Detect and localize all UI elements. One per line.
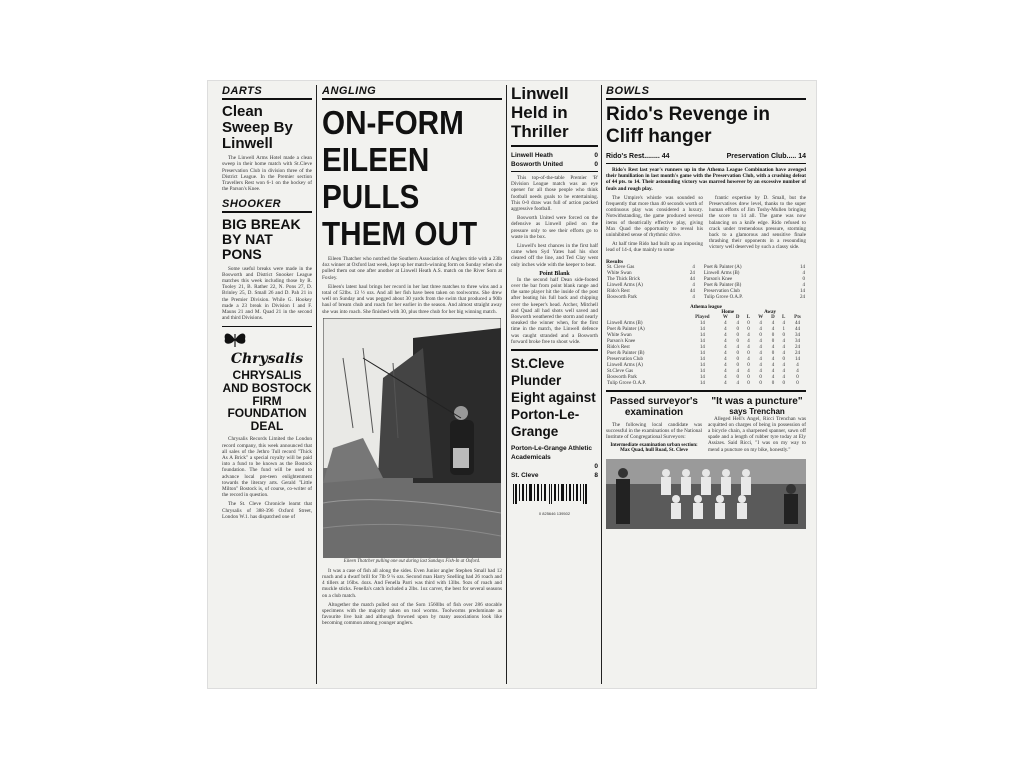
- league-cell: 0: [771, 332, 775, 338]
- score-line: St. Cleve 8: [511, 472, 598, 480]
- bowls-lead: Rido's Rest last year's runners up in the Athema League Combination have avenged their humiliation in last month's game with the Preservation Club, with a crushing defeat of 44 pts. to 14. Their astounding victory was marred however by an excessive number of fouls and rough play.: [606, 167, 806, 192]
- league-header-cell: Played: [695, 314, 710, 320]
- divider: [606, 163, 806, 164]
- league-cell: 4: [724, 362, 727, 368]
- results-row: [606, 295, 806, 301]
- league-cell: 0: [736, 332, 739, 338]
- score-line: Bosworth United 0: [511, 161, 598, 168]
- league-header-cell: D: [735, 314, 740, 320]
- football-subhead: Point Blank: [539, 270, 570, 277]
- angling-headline: ON-FORM EILEEN PULLS THEM OUT: [322, 104, 478, 252]
- score-line: 0: [594, 463, 598, 471]
- league-cell: 0: [747, 362, 750, 368]
- results-cell: 14: [800, 288, 805, 294]
- league-cell: 0: [782, 356, 785, 362]
- section-rule: [511, 145, 598, 147]
- bottom-stories: [606, 396, 806, 456]
- league-table: [606, 315, 806, 387]
- league-header-cell: W: [722, 314, 728, 320]
- puncture-subhead: says Trenchan: [729, 406, 785, 416]
- section-rule: [606, 98, 806, 100]
- results-cell: The Thick Brick: [607, 276, 640, 282]
- league-cell: 0: [747, 320, 750, 326]
- results-cell: 0: [802, 276, 805, 282]
- league-cell: 0: [771, 338, 775, 344]
- league-cell: 4: [736, 380, 739, 386]
- section-rule: [222, 98, 312, 100]
- column-divider: [601, 85, 602, 684]
- chrysalis-ad: [222, 330, 312, 350]
- league-cell: 14: [699, 320, 705, 326]
- league-cell: 4: [736, 320, 739, 326]
- league-cell: 4: [736, 368, 739, 374]
- photo-caption: Eileen Thatcher pulling one out during last Sundays Fish-In at Oxford.: [343, 558, 481, 564]
- league-cell: Linwell Arms (B): [607, 320, 643, 326]
- section-rule: [606, 390, 806, 392]
- league-cell: 0: [747, 380, 750, 386]
- column-divider: [506, 85, 507, 684]
- angling-photo: [322, 318, 502, 566]
- league-cell: 0: [747, 326, 750, 332]
- butterfly-icon: [222, 330, 248, 350]
- column-football: [511, 81, 598, 688]
- league-cell: 4: [771, 356, 775, 362]
- barcode: [511, 484, 598, 516]
- league-cell: 4: [747, 338, 750, 344]
- league-cell: 4: [759, 362, 762, 368]
- league-cell: 0: [796, 374, 799, 380]
- section-label-snooker: SHOOKER: [222, 198, 282, 211]
- league-cell: 14: [699, 350, 705, 356]
- league-cell: 4: [782, 368, 785, 374]
- league-cell: Parson's Knee: [607, 338, 636, 344]
- league-cell: 4: [724, 350, 727, 356]
- league-title: Athema league: [690, 304, 722, 310]
- league-cell: 4: [724, 380, 727, 386]
- results-cell: Tulip Grove O.A.P.: [703, 294, 743, 300]
- league-cell: 4: [759, 350, 762, 356]
- league-cell: 0: [736, 374, 739, 380]
- league-cell: 14: [699, 374, 705, 380]
- football-article-p4: In the second half Dean side-footed over the bar from point blank range and the same player hit the inside of the post after beating his full back and chipping over the keeper's head. Archer, Mitchell and Quad all had shots well saved and Bosworth weathered the storm and nearly sneaked the winner when, for the first time in the match, the Linwell defence was caught stranded and a Bosworth forward broke free to shoot wide.: [511, 276, 598, 345]
- league-cell: 4: [724, 368, 727, 374]
- angling-article-p3: It was a case of fish all along the sides. Even Junior angler Stephen Small had 12 roach and a dwarf brill for 7lb 9 ¼ ozs. Second man Harry Snelling had 26 roach and 4 tillers at 16lbs. 4ozs. And Fenella Parri was third with 13lbs. 9ozs of roach and muckle sticks. Fenella's catch included a 2lbs. 1oz carver, the best for several seasons on a club match.: [322, 567, 502, 599]
- barcode-icon: [511, 484, 593, 506]
- puncture-headline: "It was a puncture": [711, 395, 803, 407]
- league-cell: 4: [782, 350, 785, 356]
- league-cell: 0: [736, 362, 739, 368]
- bowls-score: [606, 152, 806, 161]
- league-cell: 4: [782, 338, 785, 344]
- section-label-angling: ANGLING: [322, 85, 377, 97]
- section-rule: [322, 98, 502, 100]
- column-divider: [316, 85, 317, 684]
- league-cell: 4: [747, 368, 750, 374]
- results-table: [606, 265, 806, 301]
- league-cell: 4: [724, 338, 727, 344]
- divider: [222, 326, 312, 327]
- puncture-story: [708, 396, 806, 456]
- passed-article: The following local candidate was successful in the examinations of the National Institute of Congregational Surveyors:: [606, 421, 702, 441]
- snooker-headline: BIG BREAK BY NAT PONS: [222, 216, 301, 262]
- league-cell: 0: [771, 380, 775, 386]
- divider: [511, 171, 598, 172]
- passed-story: [606, 396, 702, 456]
- league-cell: 34: [794, 338, 800, 344]
- league-cell: 4: [759, 368, 762, 374]
- section-rule: [222, 211, 312, 213]
- football-headline: Linwell Held in Thriller: [511, 84, 569, 141]
- results-cell: Linwell Arms (B): [703, 270, 740, 276]
- newspaper-page: [207, 80, 817, 689]
- results-cell: 4: [802, 282, 805, 288]
- league-cell: 0: [736, 326, 739, 332]
- league-cell: 14: [699, 368, 705, 374]
- snooker-article: Some useful breaks were made in the Bosworth and District Snooker League matches this week including those by R. Tooley 21, B. Rather 22, N. Pons 27, D. Brinley 25, D. Small 26 and D. Pah 21 in the Premier Division. While G. Hookey made a 23 break in Division I and F. Mauns 21 and M. Quad 21 in the second and third Divisions.: [222, 265, 312, 322]
- league-cell: 14: [699, 332, 705, 338]
- league-cell: Tulip Grove O.A.P.: [607, 380, 646, 386]
- league-cell: 4: [724, 320, 727, 326]
- league-row: [606, 381, 806, 387]
- league-cell: 4: [724, 374, 727, 380]
- league-cell: 0: [747, 350, 750, 356]
- chrysalis-headline: CHRYSALIS AND BOSTOCK FIRM FOUNDATION DEAL: [222, 368, 312, 433]
- bowls-article-p1: The Umpire's whistle was sounded so frequently that more than 40 seconds worth of continuous play was considered a luxury. Notwithstanding, the game produced several items of theatrically effective play, giving Max Quad the opportunity to reveal his uninhibited sense of rhythmic drive.: [606, 194, 703, 239]
- league-cell: Poet & Painter (A): [607, 326, 645, 332]
- football-article-p3: Linwell's best chances in the first half came when Syd Yates had his shot cleared off the line, and Ted Clay went only inches wide with the keeper to beat.: [511, 243, 598, 268]
- league-away-label: Away: [764, 309, 776, 315]
- league-cell: 4: [724, 344, 727, 350]
- results-cell: Preservation Club: [703, 288, 740, 294]
- chrysalis-article-p2: The St. Cleve Chronicle learnt that Chrysalis of 388-396 Oxford Street, London W.1. has dispatched one of: [222, 501, 312, 520]
- league-cell: 4: [771, 344, 775, 350]
- league-header-cell: D: [771, 314, 775, 320]
- league-header-cell: W: [758, 314, 764, 320]
- league-cell: 0: [759, 374, 762, 380]
- angler-photo-image: [323, 318, 501, 558]
- league-cell: 44: [794, 326, 800, 332]
- score-line: Linwell Heath 0: [511, 152, 598, 159]
- results-cell: 44: [689, 276, 695, 282]
- league-cell: 4: [724, 356, 727, 362]
- league-header-cell: L: [782, 314, 786, 320]
- results-cell: 24: [689, 270, 695, 276]
- bowls-headline: Rido's Revenge in Cliff hanger: [606, 104, 770, 147]
- column-angling: [322, 81, 502, 688]
- bowls-article-columns: [606, 195, 806, 257]
- league-cell: Preservation Club: [607, 356, 643, 362]
- league-cell: 0: [771, 350, 775, 356]
- angling-article-p4: Altogether the match pulled out of the Sorn 1560lbs of fish over 286 stocable specimens with the majority taken on tool worms. Toolworms predominate as favourite live bait and although frowned upon by many associations look like becoming common among younger anglers.: [322, 601, 502, 627]
- results-cell: Poet & Painter (A): [703, 264, 742, 270]
- league-cell: 14: [699, 380, 705, 386]
- league-home-label: Home: [721, 309, 735, 315]
- league-cell: 4: [759, 320, 762, 326]
- league-cell: 14: [699, 356, 705, 362]
- st-cleve-headline: St.Cleve Plunder Eight against Porton-Le-Grange: [511, 356, 596, 440]
- results-cell: Parson's Knee: [703, 276, 733, 282]
- chrysalis-article-p1: Chrysalis Records Limited the London record company, this week announced that all sales of the Jethro Tull record "Thick As A Brick" a special royalty will be paid into a fund to be known as the Bostock foundation. The fund will be used to advance local pre-teen enlightenment towards the literary arts. Gerald "Little Milton" Bostock is, of course, co-writer of the record in question.: [222, 436, 312, 499]
- section-rule: [511, 349, 598, 351]
- league-cell: 4: [736, 344, 739, 350]
- league-header-cell: Pts: [794, 314, 801, 320]
- bowls-article-p2: At half time Rido had built up an imposing lead of 14-4, due mainly to some: [606, 241, 703, 254]
- chrysalis-logo: Chrysalis: [230, 351, 304, 368]
- bowls-score-left: Rido's Rest........ 44: [606, 153, 670, 160]
- column-darts-snooker-chrysalis: [222, 81, 312, 688]
- angling-article-p2: Eileen's latest haul brings her record in her last three matches to three wins and a total of 52lbs. 13 ½ ozs. And all her fish have been taken on toolworms. She drew well on Sunday and was pegged about 30 yards from the swim that produced a 90lb haul of bream chub and roach for her earlier in the season. And almost straight away she was into roach. She finished with 30, plus three chub for her big winning match.: [322, 283, 502, 315]
- darts-article: The Linwell Arms Hotel made a clean sweep in their home match with St.Cleve Preservation Club in division three of the District League. In the Premier section Travellers Rest won 6-1 on the hockey of the Parson's Knee.: [222, 155, 312, 193]
- league-cell: 4: [782, 344, 785, 350]
- league-cell: 1: [782, 326, 785, 332]
- results-cell: St. Cleve Gas: [607, 264, 635, 270]
- league-cell: 4: [771, 362, 775, 368]
- league-cell: 0: [782, 380, 785, 386]
- passed-name: Max Quad, hull Road, St. Cleve: [620, 448, 688, 454]
- league-cell: 14: [699, 344, 705, 350]
- league-cell: 4: [759, 326, 762, 332]
- section-label-bowls: BOWLS: [606, 85, 650, 97]
- league-cell: 34: [794, 332, 800, 338]
- league-cell: Rido's Rest: [607, 344, 630, 350]
- league-cell: 14: [794, 356, 800, 362]
- bowls-score-right: Preservation Club..... 14: [726, 153, 806, 160]
- team-photo: [606, 459, 806, 529]
- league-cell: 4: [747, 344, 750, 350]
- results-cell: 44: [689, 288, 695, 294]
- results-cell: White Swan: [607, 270, 632, 276]
- league-cell: 4: [782, 320, 785, 326]
- results-cell: Poet & Painter (B): [703, 282, 742, 288]
- league-cell: 4: [759, 344, 762, 350]
- team-photo-image: [606, 459, 806, 529]
- league-cell: 0: [736, 350, 739, 356]
- league-cell: 0: [759, 380, 762, 386]
- league-cell: 44: [794, 320, 800, 326]
- league-cell: 0: [759, 332, 762, 338]
- league-cell: 4: [771, 320, 775, 326]
- results-cell: Linwell Arms (A): [607, 282, 643, 288]
- league-cell: Linwell Arms (A): [607, 362, 643, 368]
- section-label-darts: DARTS: [222, 85, 263, 97]
- league-cell: 0: [736, 338, 739, 344]
- column-bowls: [606, 81, 806, 688]
- league-cell: 4: [796, 368, 799, 374]
- results-cell: Rido's Rest: [607, 288, 630, 294]
- league-cell: 4: [759, 338, 762, 344]
- results-cell: 4: [692, 294, 695, 300]
- results-cell: 4: [692, 282, 695, 288]
- results-cell: 24: [800, 294, 805, 300]
- bowls-article-p3: frantic expertise by D. Small, but the Preservatives drew level, thanks to the super human efforts of Jim Toshy-Mullen bringing the score to 14 all. The game was now balancing on a knife edge. Rido refused to crack under tremendous pressure, storming back to a glamorous and sensitive finale thrashing their opponents in a resounding victory well deserved by such a classy side.: [709, 194, 806, 251]
- results-cell: Bosworth Park: [607, 294, 637, 300]
- barcode-number: 0 825646 139502: [538, 511, 571, 517]
- puncture-article: Alleged Hell's Angel, Ricci Trenchan was acquitted on charges of being in possession of a bicycle chain, a sharpened spanner, sawn off spade and a length of rubber tyre today at Ely Assizes. Said Ricci, "I was on my way to mend a puncture on my bike, honestly.": [708, 415, 806, 453]
- league-cell: 14: [699, 326, 705, 332]
- angling-article-p1: Eileen Thatcher who notched the Southern Association of Anglers title with a 23lb 4oz winner at Oxford last week, kept up her match-winning form on Sunday when she pulled them out one after another at Linwell Heath A.S. match on the River Sorn at Foxley.: [322, 256, 502, 281]
- league-cell: 4: [724, 332, 727, 338]
- league-cell: 14: [699, 362, 705, 368]
- league-cell: 4: [771, 374, 775, 380]
- league-cell: 0: [747, 374, 750, 380]
- passed-sub: Intermediate examination urban section:: [610, 443, 698, 449]
- league-header-cell: L: [746, 314, 751, 320]
- football-article-p2: Bosworth United were forced on the defensive as Linwell piled on the pressure only to see their efforts go to waste in the box.: [511, 215, 598, 240]
- league-cell: 4: [724, 326, 727, 332]
- league-cell: 0: [796, 380, 799, 386]
- league-cell: White Swan: [607, 332, 632, 338]
- league-cell: Bosworth Park: [607, 374, 637, 380]
- league-cell: 4: [782, 362, 785, 368]
- league-cell: 14: [699, 338, 705, 344]
- darts-headline: Clean Sweep By Linwell: [222, 103, 293, 152]
- league-cell: 24: [794, 344, 800, 350]
- results-cell: 14: [800, 264, 805, 270]
- score-line: Porton-Le-Grange Athletic Academicals: [511, 445, 593, 462]
- football-article-p1: This top-of-the-table Premier 'B' Division League match was an eye opener for all those people who think football needs goals to be entertaining. This 0-0 draw was full of action packed aggressive football.: [511, 175, 598, 213]
- league-cell: 4: [796, 362, 799, 368]
- league-cell: 4: [782, 374, 785, 380]
- league-cell: 4: [771, 368, 775, 374]
- results-cell: 4: [692, 264, 695, 270]
- results-cell: 4: [802, 270, 805, 276]
- league-cell: 0: [782, 332, 785, 338]
- league-cell: 4: [747, 356, 750, 362]
- league-cell: 0: [736, 356, 739, 362]
- league-cell: 24: [794, 350, 800, 356]
- league-cell: 4: [759, 356, 762, 362]
- league-cell: 4: [771, 326, 775, 332]
- results-title: Results: [606, 258, 624, 265]
- passed-headline: Passed surveyor's examination: [610, 395, 698, 418]
- league-cell: 4: [747, 332, 750, 338]
- league-cell: St.Cleve Gas: [607, 368, 634, 374]
- league-cell: Poet & Painter (B): [607, 350, 645, 356]
